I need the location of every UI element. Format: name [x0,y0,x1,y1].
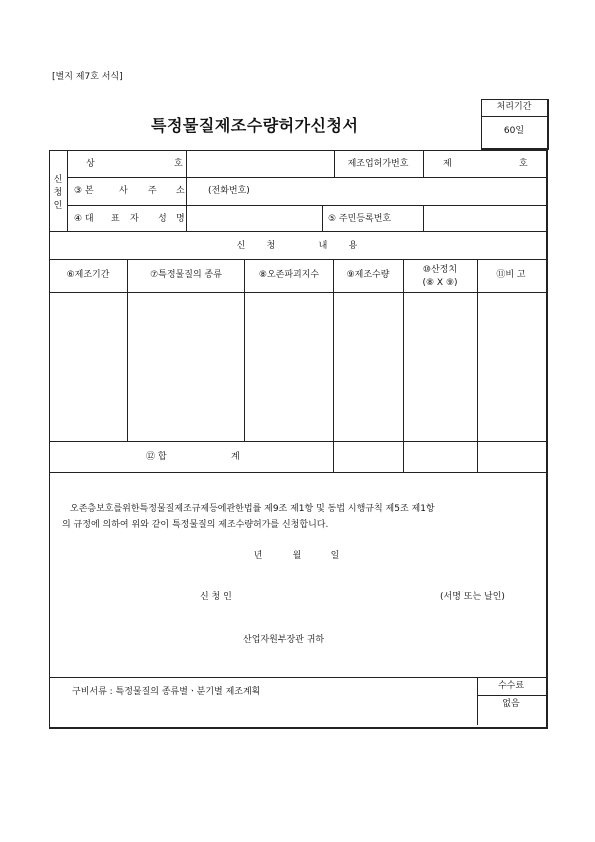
date-month: 월 [292,551,302,561]
column-header-calculated: ⑩산정치 [422,265,458,275]
resident-number-label: ⑤ 주민등록번호 [328,214,392,224]
representative-name-field[interactable] [188,206,320,230]
statement-line-2: 의 규정에 의하여 위와 같이 특정물질의 제조수량허가를 신청합니다. [62,520,329,530]
address-label: ③ 본 [74,186,94,196]
representative-label: 명 [176,214,185,224]
calculated-cell[interactable] [404,293,476,440]
date-year: 년 [253,551,263,561]
phone-note: (전화번호) [208,186,250,196]
content-header-char: 신 [236,241,246,251]
mfg-permit-label: 제조업허가번호 [347,159,409,169]
business-name-field[interactable] [188,152,332,176]
content-header-char: 청 [266,241,276,251]
addressee: 산업자원부장관 귀하 [243,635,325,645]
substance-cell[interactable] [128,293,243,440]
applicant-label-char: 청 [53,188,63,198]
applicant-label-char: 신 [53,175,63,185]
date-day: 일 [330,551,340,561]
applicant-signature-label: 신 청 인 [200,592,232,602]
business-name-label: 상 [86,159,95,169]
fee-value: 없음 [502,699,520,709]
address-label: 소 [176,186,185,196]
content-header-char: 내 [318,241,328,251]
processing-period-label: 처리기간 [496,102,532,112]
resident-number-field[interactable] [425,206,544,230]
column-header-quantity: ⑨제조수량 [346,270,390,280]
page-title: 특정물질제조수량허가신청서 [151,116,359,135]
column-header-period: ⑥제조기간 [66,270,110,280]
period-cell[interactable] [50,293,126,440]
total-label-end: 계 [231,452,240,462]
address-field[interactable] [188,178,544,204]
mfg-permit-field[interactable] [454,152,516,176]
required-documents: 구비서류 : 특정물질의 종류별ㆍ분기별 제조계획 [72,687,261,697]
column-header-odp: ⑧오존파괴지수 [258,270,320,280]
content-header-char: 용 [348,241,358,251]
address-label: 사 [119,186,128,196]
signature-note: (서명 또는 날인) [440,592,505,602]
representative-label: 표 [111,214,120,224]
quantity-cell[interactable] [334,293,402,440]
remarks-cell[interactable] [478,293,544,440]
representative-label: 자 [130,214,139,224]
processing-period-value: 60일 [503,126,525,136]
fee-label: 수수료 [497,681,525,691]
column-header-remarks: ⑪비 고 [496,270,526,280]
address-label: 주 [148,186,157,196]
odp-cell[interactable] [245,293,332,440]
statement-line-1: 오존층보호를위한특정물질제조규제등에관한법률 제9조 제1항 및 동법 시행규칙 제5조 제1항 [70,504,435,514]
business-name-label-end: 호 [174,159,183,169]
representative-label: 성 [158,214,167,224]
total-label: ⑫ 합 [146,452,167,462]
mfg-permit-prefix: 제 [443,159,452,169]
representative-label: ④ 대 [74,214,94,224]
form-number: [별지 제7호 서식] [52,72,123,82]
column-header-substance: ⑦특정물질의 종류 [150,270,222,280]
applicant-label-char: 인 [53,201,63,211]
column-header-calculated-formula: (⑧ X ⑨) [422,278,458,288]
mfg-permit-suffix: 호 [519,159,528,169]
